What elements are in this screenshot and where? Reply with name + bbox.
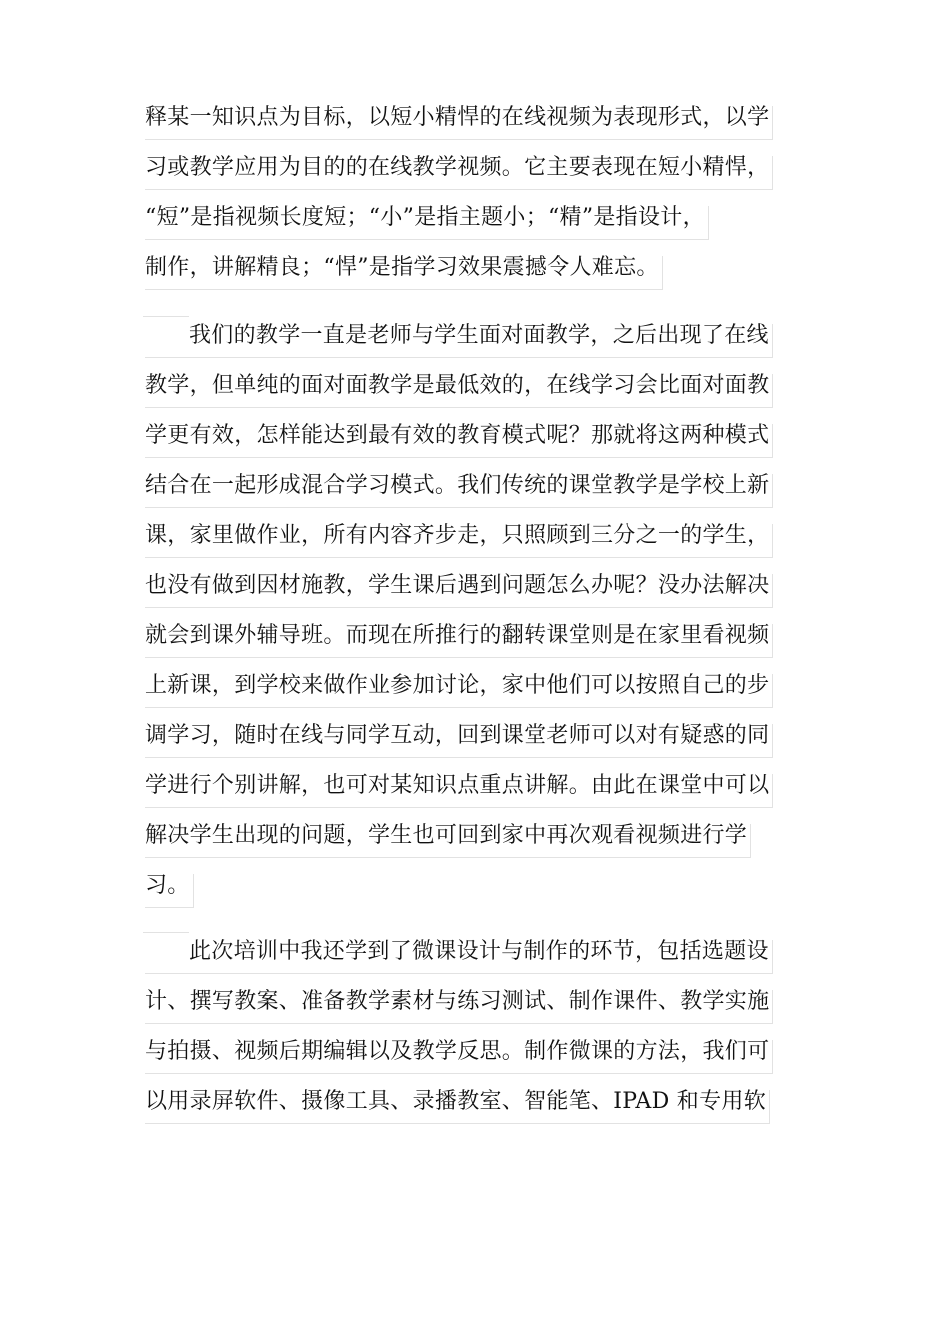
line-text: 我们的教学一直是老师与学生面对面教学，之后出现了在线: [189, 323, 769, 348]
line-text: 习或教学应用为目的的在线教学视频。它主要表现在短小精悍，: [145, 156, 773, 190]
line-text: 制作，讲解精良；“悍”是指学习效果震撼令人难忘。: [145, 256, 663, 290]
line-text: 习。: [145, 874, 194, 908]
paragraph-3: [143, 940, 823, 1140]
line-text: 此次培训中我还学到了微课设计与制作的环节，包括选题设: [189, 939, 769, 964]
line-text: 调学习，随时在线与同学互动，回到课堂老师可以对有疑惑的同: [145, 724, 773, 758]
text-line: [143, 940, 823, 964]
line-text: 教学，但单纯的面对面教学是最低效的，在线学习会比面对面教: [145, 374, 773, 408]
line-text: 解决学生出现的问题，学生也可回到家中再次观看视频进行学: [145, 824, 751, 858]
text-line: [143, 574, 823, 598]
text-line: [143, 474, 823, 498]
line-text: 也没有做到因材施教，学生课后遇到问题怎么办呢？没办法解决: [145, 574, 773, 608]
line-text: 上新课，到学校来做作业参加讨论，家中他们可以按照自己的步: [145, 674, 773, 708]
text-line: [143, 824, 823, 848]
text-line: [143, 1040, 823, 1064]
paragraph-1: [143, 106, 823, 306]
text-line: [143, 990, 823, 1014]
text-line: [143, 674, 823, 698]
text-line: [143, 324, 823, 348]
text-line: [143, 106, 823, 130]
text-line: [143, 156, 823, 180]
line-text: 计、撰写教案、准备教学素材与练习测试、制作课件、教学实施: [145, 990, 773, 1024]
line-text: 与拍摄、视频后期编辑以及教学反思。制作微课的方法，我们可: [145, 1040, 773, 1074]
line-text: 以用录屏软件、摄像工具、录播教室、智能笔、IPAD 和专用软: [145, 1090, 770, 1124]
line-text: 结合在一起形成混合学习模式。我们传统的课堂教学是学校上新: [145, 474, 773, 508]
text-line: [143, 424, 823, 448]
line-text: 学更有效，怎样能达到最有效的教育模式呢？那就将这两种模式: [145, 424, 773, 458]
text-line: [143, 724, 823, 748]
paragraph-2: [143, 324, 823, 924]
text-line: [143, 524, 823, 548]
text-line: [143, 206, 823, 230]
text-line: [143, 874, 823, 898]
text-line: [143, 774, 823, 798]
text-line: [143, 624, 823, 648]
text-line: [143, 374, 823, 398]
text-line: [143, 1090, 823, 1114]
line-text: 就会到课外辅导班。而现在所推行的翻转课堂则是在家里看视频: [145, 624, 773, 658]
line-text: 课，家里做作业，所有内容齐步走，只照顾到三分之一的学生，: [145, 524, 773, 558]
text-line: [143, 256, 823, 280]
line-text: 学进行个别讲解，也可对某知识点重点讲解。由此在课堂中可以: [145, 774, 773, 808]
line-text: “短”是指视频长度短；“小”是指主题小；“精”是指设计，: [145, 206, 709, 240]
line-text: 释某一知识点为目标，以短小精悍的在线视频为表现形式，以学: [145, 106, 773, 140]
